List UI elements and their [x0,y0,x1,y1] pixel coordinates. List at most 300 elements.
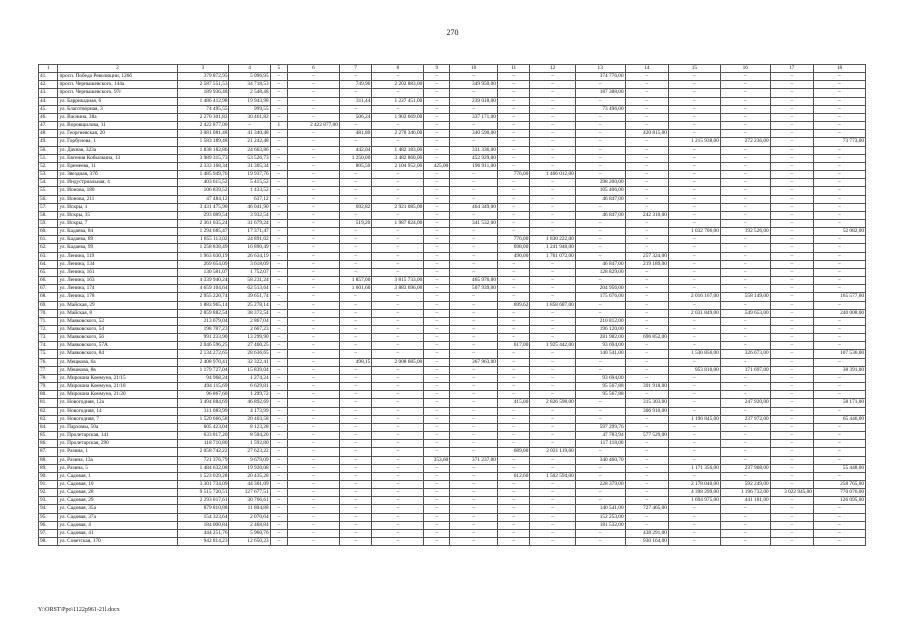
table-cell: – [450,301,498,309]
table-cell: – [770,334,813,342]
table-cell: ул. Георгиевская, 20 [58,130,177,138]
table-cell: – [424,252,450,260]
table-cell: 93 694,00 [575,374,625,382]
table-cell: 93. [39,497,58,505]
table-cell: 1 227 451,00 [372,97,424,105]
table-cell: 403 615,52 [177,179,229,187]
table-cell: – [287,358,339,366]
table-cell: – [339,89,371,97]
table-cell: – [287,105,339,113]
table-cell: – [270,505,287,513]
table-cell: – [270,529,287,537]
table-cell: 44 301,09 [229,480,270,488]
table-cell: 391 918,00 [625,383,668,391]
table-cell: – [270,146,287,154]
table-cell: – [575,228,625,236]
table-cell: – [530,81,575,89]
table-row [39,105,866,113]
table-cell: – [287,432,339,440]
table-cell: – [530,423,575,431]
table-cell: 1 601,60 [339,285,371,293]
table-cell: – [497,383,529,391]
table-cell: 1 466 012,00 [530,171,575,179]
table-cell: – [497,489,529,497]
table-row [39,448,866,456]
table-cell: ул. Маяковского, 54 [58,326,177,334]
table-cell: – [424,326,450,334]
table-cell: – [497,350,529,358]
table-cell: – [720,105,770,113]
table-cell: – [720,244,770,252]
table-cell: – [813,374,865,382]
table-cell: – [720,179,770,187]
table-cell: ул. Пролетарская, 290 [58,440,177,448]
table-cell: 438 291,00 [625,529,668,537]
table-cell: – [287,505,339,513]
table-cell: 130 581,07 [177,268,229,276]
table-cell: – [770,423,813,431]
table-cell: 165 577,00 [813,293,865,301]
column-header: 17 [770,65,813,73]
table-cell: – [450,350,498,358]
table-cell: 46 041,90 [229,203,270,211]
table-cell: – [497,219,529,227]
table-cell: – [497,374,529,382]
table-cell: 56. [39,195,58,203]
table-cell: – [813,89,865,97]
table-cell: – [625,448,668,456]
table-cell: – [575,252,625,260]
table-cell: 2 058 742,22 [177,448,229,456]
table-cell: ул. Маяковского, 57А [58,342,177,350]
table-cell: – [450,432,498,440]
table-cell: 1 032 706,00 [668,228,720,236]
table-cell: – [372,366,424,374]
table-cell: – [424,228,450,236]
table-cell: – [287,138,339,146]
table-cell: 80. [39,391,58,399]
table-cell: 805,50 [339,162,371,170]
table-cell: – [530,538,575,546]
table-cell: – [625,138,668,146]
table-cell: ул. Разина, 5 [58,464,177,472]
table-cell: 311 083,99 [177,407,229,415]
table-cell: – [530,326,575,334]
table-cell: – [287,268,339,276]
table-cell: 88. [39,456,58,464]
table-cell: – [450,391,498,399]
table-cell: – [450,122,498,130]
table-row [39,407,866,415]
table-cell: 1 902 669,00 [372,113,424,121]
table-cell: – [668,407,720,415]
table-cell: – [270,374,287,382]
table-cell: 749,96 [339,81,371,89]
table-cell: 73 496,00 [575,105,625,113]
table-cell: 2 046 596,25 [177,342,229,350]
table-cell: – [530,285,575,293]
table-cell: 2 422 877,00 [287,122,339,130]
table-row [39,301,866,309]
table-cell: – [339,423,371,431]
table-cell: ул. Индустриальная, 4 [58,179,177,187]
table-cell: 1 274,24 [229,374,270,382]
table-cell: 2 202 883,00 [372,81,424,89]
table-cell: – [424,105,450,113]
table-cell: – [625,350,668,358]
table-cell: – [287,260,339,268]
table-cell: – [424,317,450,325]
table-cell: – [720,358,770,366]
table-cell: – [270,171,287,179]
table-cell: 78. [39,374,58,382]
table-cell: – [287,342,339,350]
table-cell: – [424,432,450,440]
table-cell: – [625,285,668,293]
table-cell: – [339,399,371,407]
table-cell: 374 776,00 [575,73,625,81]
table-cell: – [339,138,371,146]
table-cell: – [770,130,813,138]
table-cell: – [668,219,720,227]
table-cell: 62. [39,244,58,252]
table-cell: – [813,334,865,342]
table-cell: 444 251,76 [177,529,229,537]
table-cell: – [287,513,339,521]
table-cell: – [372,244,424,252]
table-cell: – [770,219,813,227]
table-cell: – [720,448,770,456]
table-row [39,252,866,260]
table-row [39,113,866,121]
table-cell: 1 583 189,48 [177,138,229,146]
table-cell: – [668,260,720,268]
table-cell: – [372,73,424,81]
table-cell: – [813,423,865,431]
table-cell: – [372,383,424,391]
table-cell: 19 937,76 [229,171,270,179]
table-cell: – [575,415,625,423]
table-cell: – [530,358,575,366]
table-cell: 2 031 119,00 [530,448,575,456]
table-cell: – [372,423,424,431]
table-cell: – [424,179,450,187]
table-cell: 26 634,19 [229,252,270,260]
table-cell: ул. Благотворная, 3 [58,105,177,113]
table-cell: – [770,374,813,382]
table-cell: – [770,171,813,179]
table-row [39,219,866,227]
table-cell: – [339,415,371,423]
table-cell: 1 987 824,00 [372,219,424,227]
table-cell: – [270,415,287,423]
table-row [39,154,866,162]
table-cell: 83. [39,415,58,423]
table-cell: – [530,407,575,415]
table-cell: ул. Разина, 1 [58,448,177,456]
table-cell: – [270,138,287,146]
table-cell: 79. [39,383,58,391]
table-cell: – [530,456,575,464]
table-cell: – [270,350,287,358]
table-row [39,228,866,236]
table-cell: – [770,309,813,317]
table-cell: – [372,350,424,358]
table-cell: 3 883 696,00 [372,285,424,293]
table-cell: – [530,260,575,268]
table-cell: – [720,277,770,285]
table-cell: – [424,81,450,89]
table-cell: 577 529,00 [625,432,668,440]
table-cell: – [530,179,575,187]
table-cell: – [339,456,371,464]
table-cell: – [770,366,813,374]
table-row [39,122,866,130]
table-cell: – [575,489,625,497]
table-cell: 49. [39,138,58,146]
table-cell: ул. Ионова, 211 [58,195,177,203]
table-cell: – [530,350,575,358]
table-cell: – [770,464,813,472]
table-cell: – [575,366,625,374]
table-cell: – [770,244,813,252]
table-cell: – [450,472,498,480]
table-cell: – [424,122,450,130]
table-row [39,138,866,146]
table-cell: – [372,538,424,546]
table-cell: – [424,219,450,227]
table-cell: – [770,521,813,529]
table-cell: – [770,187,813,195]
table-cell: – [770,285,813,293]
column-header: 11 [497,65,529,73]
table-cell: – [813,301,865,309]
table-cell: – [770,252,813,260]
table-cell: 507 939,00 [450,285,498,293]
table-cell: – [720,203,770,211]
table-cell: 2 667,23 [229,326,270,334]
table-cell: – [668,285,720,293]
column-header: 18 [813,65,865,73]
table-cell: – [668,391,720,399]
table-cell: – [720,374,770,382]
table-cell: 340 460,70 [575,456,625,464]
table-cell: – [770,391,813,399]
table-cell: – [287,97,339,105]
table-cell: ул. Кадаева, 84 [58,228,177,236]
table-cell: – [287,211,339,219]
table-cell: 597 299,76 [575,423,625,431]
table-cell: – [339,480,371,488]
table-cell: – [770,162,813,170]
table-cell: – [424,301,450,309]
table-cell: 281 982,00 [575,334,625,342]
table-cell: ул. Маяковского, 56 [58,334,177,342]
table-cell: – [424,342,450,350]
table-row [39,146,866,154]
table-cell: ул. Баррикадная, 6 [58,97,177,105]
table-cell: 420 815,00 [625,130,668,138]
table-cell: 1 857,00 [339,277,371,285]
table-cell: 2 955 220,74 [177,293,229,301]
table-cell: – [720,260,770,268]
table-cell: – [668,236,720,244]
table-cell: 349 950,00 [450,81,498,89]
table-cell: – [575,81,625,89]
table-cell: – [372,187,424,195]
table-cell: 87. [39,448,58,456]
table-row [39,97,866,105]
table-cell: – [770,480,813,488]
table-cell: – [625,195,668,203]
table-cell: – [530,317,575,325]
table-cell: – [625,73,668,81]
table-row [39,399,866,407]
table-cell: – [287,219,339,227]
table-cell: 57. [39,203,58,211]
table-row [39,521,866,529]
header-row [39,65,866,73]
table-cell: – [668,383,720,391]
table-cell: ул. Майская, 29 [58,301,177,309]
table-cell: – [625,521,668,529]
table-cell: 341 532,00 [450,219,498,227]
table-cell: ул. Разина, 13а [58,456,177,464]
table-row [39,293,866,301]
table-cell: 50. [39,146,58,154]
table-cell: 3 301 734,09 [177,480,229,488]
table-cell: – [497,146,529,154]
table-cell: – [813,448,865,456]
table-cell: – [575,219,625,227]
table-cell: 28 636,65 [229,350,270,358]
table-cell: – [372,252,424,260]
table-cell: – [270,236,287,244]
table-cell: – [450,293,498,301]
table-cell: – [287,334,339,342]
table-cell: – [770,236,813,244]
table-cell: ул. Садовая, 29 [58,497,177,505]
table-cell: – [668,513,720,521]
table-cell: – [720,317,770,325]
table-cell: – [287,130,339,138]
table-cell: 770 076,00 [813,489,865,497]
table-cell: – [450,236,498,244]
table-cell: – [530,113,575,121]
table-cell: – [813,211,865,219]
table-cell: – [450,171,498,179]
table-cell: 65 446,00 [813,415,865,423]
table-cell: – [813,81,865,89]
table-cell: 1 258 838,49 [177,244,229,252]
table-cell: – [720,211,770,219]
table-cell: 154 323,64 [177,513,229,521]
table-cell: ул. Мешкова, 8в [58,366,177,374]
table-cell: 96 867,60 [177,391,229,399]
table-cell: – [530,489,575,497]
table-row [39,81,866,89]
table-cell: – [530,440,575,448]
table-cell: 47 484,12 [177,195,229,203]
table-cell: – [424,130,450,138]
table-cell: – [497,456,529,464]
table-cell: – [287,391,339,399]
table-cell: ул. Садовая, 10 [58,480,177,488]
table-cell: – [575,130,625,138]
table-cell: – [424,268,450,276]
table-cell: – [424,203,450,211]
table-cell: – [770,505,813,513]
table-cell: – [625,326,668,334]
table-cell: 53 526,73 [229,154,270,162]
table-cell: – [720,171,770,179]
table-cell: 24 891,02 [229,236,270,244]
table-cell: – [497,113,529,121]
table-cell: – [497,122,529,130]
table-cell: ул. Евгения Кобылкина, 13 [58,154,177,162]
table-cell: – [770,317,813,325]
table-cell: – [497,187,529,195]
table-cell: 1 963 030,19 [177,252,229,260]
table-cell: – [625,171,668,179]
table-cell: – [424,97,450,105]
table-cell: 93 694,00 [575,342,625,350]
table-cell: – [424,480,450,488]
table-cell: ул. Искры, 1 [58,203,177,211]
table-cell: – [720,89,770,97]
table-row [39,326,866,334]
table-cell: – [625,89,668,97]
table-cell: – [270,489,287,497]
table-cell: – [287,244,339,252]
table-cell: – [813,342,865,350]
table-cell: – [424,529,450,537]
table-cell: – [770,122,813,130]
table-cell: – [625,105,668,113]
table-cell: – [668,203,720,211]
table-cell: – [720,146,770,154]
table-cell: – [530,480,575,488]
table-row [39,179,866,187]
table-cell: – [770,268,813,276]
table-cell: – [424,497,450,505]
table-cell: 90. [39,472,58,480]
table-cell: – [813,187,865,195]
table-cell: – [372,211,424,219]
table-cell: 592 249,00 [720,480,770,488]
table-cell: – [450,252,498,260]
table-cell: – [372,440,424,448]
table-cell: 184 000,84 [177,521,229,529]
table-row [39,472,866,480]
table-cell: – [530,432,575,440]
table-row [39,195,866,203]
table-cell: 55. [39,187,58,195]
table-cell: – [372,391,424,399]
table-cell: – [770,472,813,480]
column-header: 16 [720,65,770,73]
table-cell: просп. Чернышевского, 97г [58,89,177,97]
table-cell: ул. Искры, 15 [58,211,177,219]
table-cell: ул. Новогодняя, 7 [58,415,177,423]
table-cell: ул. Маяковского, 84 [58,350,177,358]
table-cell: 74 495,55 [177,105,229,113]
table-cell: – [424,472,450,480]
table-cell: 69. [39,301,58,309]
table-cell: 1 215 938,00 [668,138,720,146]
table-cell: – [424,366,450,374]
table-cell: ул. Искры, 7 [58,219,177,227]
